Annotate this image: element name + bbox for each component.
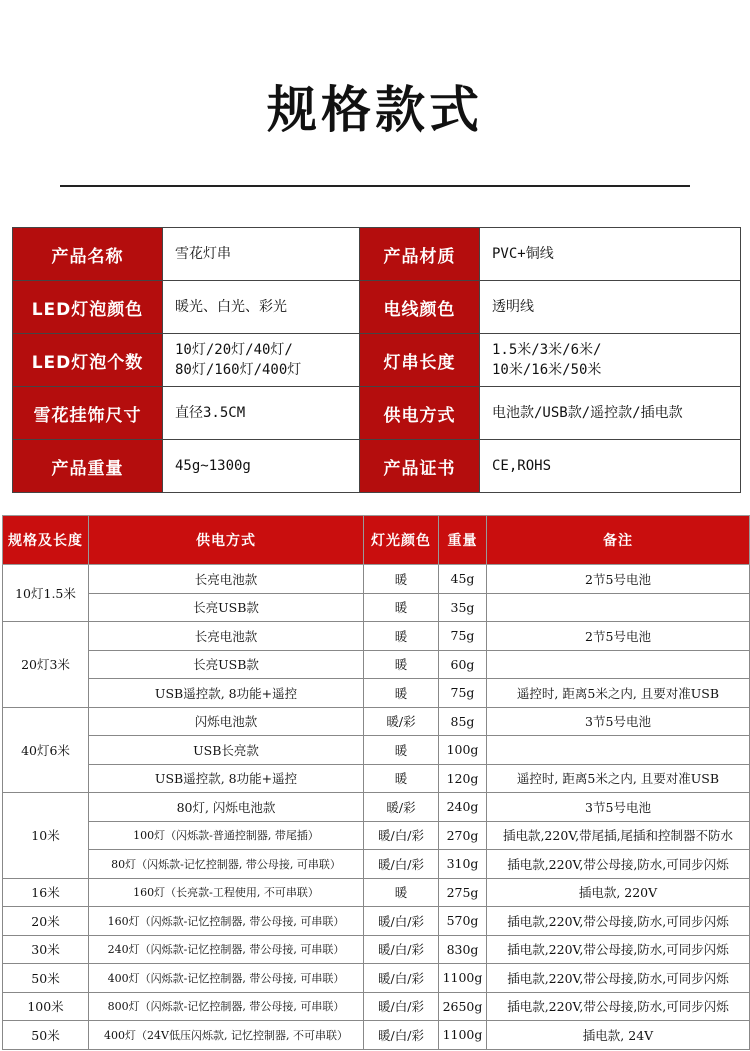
power-cell: 160灯（闪烁款-记忆控制器, 带公母接, 可串联）: [89, 907, 364, 936]
table-row: [3, 622, 750, 651]
weight-cell: 310g: [439, 850, 487, 879]
detail-table: [2, 515, 750, 1050]
color-cell: 暖/彩: [364, 707, 439, 736]
spec-value: [163, 387, 360, 440]
power-cell: 800灯（闪烁款-记忆控制器, 带公母接, 可串联）: [89, 992, 364, 1021]
table-row: [3, 565, 750, 594]
page-title: 规格款式: [267, 81, 483, 139]
note-cell: 插电款,220V,带尾插,尾插和控制器不防水: [487, 821, 750, 850]
spec-value: [480, 228, 741, 281]
power-cell: 400灯（24V低压闪烁款, 记忆控制器, 不可串联）: [89, 1021, 364, 1050]
note-cell: 遥控时, 距离5米之内, 且要对准USB: [487, 764, 750, 793]
power-cell: 160灯（长亮款-工程使用, 不可串联）: [89, 878, 364, 907]
spec-length-cell: 40灯6米: [3, 707, 89, 793]
spec-label: 产品材质: [360, 228, 480, 281]
table-row: [3, 650, 750, 679]
spec-value: [163, 440, 360, 493]
table-row: [3, 907, 750, 936]
spec-label: 产品重量: [13, 440, 163, 493]
table-row: [3, 821, 750, 850]
table-row: [3, 935, 750, 964]
spec-value: [480, 440, 741, 493]
weight-cell: 270g: [439, 821, 487, 850]
color-cell: 暖/白/彩: [364, 935, 439, 964]
spec-length-cell: 16米: [3, 878, 89, 907]
weight-cell: 75g: [439, 622, 487, 651]
power-cell: 长亮电池款: [89, 565, 364, 594]
spec-value-line: 80灯/160灯/400灯: [175, 362, 302, 378]
weight-cell: 45g: [439, 565, 487, 594]
spec-row: [13, 334, 741, 387]
spec-label: 产品名称: [13, 228, 163, 281]
spec-value-line: 雪花灯串: [175, 246, 231, 262]
table-row: [3, 764, 750, 793]
weight-cell: 1100g: [439, 964, 487, 993]
power-cell: 80灯, 闪烁电池款: [89, 793, 364, 822]
weight-cell: 240g: [439, 793, 487, 822]
note-cell: [487, 593, 750, 622]
spec-value: [480, 334, 741, 387]
note-cell: [487, 736, 750, 765]
spec-length-cell: 50米: [3, 1021, 89, 1050]
color-cell: 暖: [364, 764, 439, 793]
power-cell: USB遥控款, 8功能+遥控: [89, 764, 364, 793]
color-cell: 暖: [364, 593, 439, 622]
table-row: [3, 850, 750, 879]
weight-cell: 830g: [439, 935, 487, 964]
table-row: [3, 679, 750, 708]
spec-value: [480, 281, 741, 334]
color-cell: 暖: [364, 878, 439, 907]
power-cell: 长亮USB款: [89, 593, 364, 622]
spec-label: 雪花挂饰尺寸: [13, 387, 163, 440]
spec-length-cell: 50米: [3, 964, 89, 993]
power-cell: 长亮USB款: [89, 650, 364, 679]
spec-label: 电线颜色: [360, 281, 480, 334]
spec-row: [13, 228, 741, 281]
weight-cell: 100g: [439, 736, 487, 765]
note-cell: 2节5号电池: [487, 622, 750, 651]
spec-value-line: 透明线: [492, 299, 534, 315]
spec-value-line: CE,ROHS: [492, 458, 552, 474]
note-cell: 插电款,220V,带公母接,防水,可同步闪烁: [487, 935, 750, 964]
header-power: 供电方式: [89, 516, 364, 565]
spec-value-line: 电池款/USB款/遥控款/插电款: [492, 405, 683, 421]
color-cell: 暖: [364, 622, 439, 651]
note-cell: 插电款, 24V: [487, 1021, 750, 1050]
spec-label: 灯串长度: [360, 334, 480, 387]
color-cell: 暖: [364, 650, 439, 679]
power-cell: 400灯（闪烁款-记忆控制器, 带公母接, 可串联）: [89, 964, 364, 993]
color-cell: 暖/白/彩: [364, 850, 439, 879]
spec-row: [13, 281, 741, 334]
color-cell: 暖: [364, 565, 439, 594]
header-color: 灯光颜色: [364, 516, 439, 565]
color-cell: 暖/彩: [364, 793, 439, 822]
spec-label: 产品证书: [360, 440, 480, 493]
spec-value-line: 10灯/20灯/40灯/: [175, 342, 293, 358]
table-row: [3, 707, 750, 736]
weight-cell: 2650g: [439, 992, 487, 1021]
spec-length-cell: 10灯1.5米: [3, 565, 89, 622]
table-row: [3, 736, 750, 765]
color-cell: 暖/白/彩: [364, 821, 439, 850]
spec-value: [163, 334, 360, 387]
spec-label: 供电方式: [360, 387, 480, 440]
color-cell: 暖/白/彩: [364, 1021, 439, 1050]
color-cell: 暖: [364, 679, 439, 708]
weight-cell: 60g: [439, 650, 487, 679]
color-cell: 暖/白/彩: [364, 992, 439, 1021]
header-spec: 规格及长度: [3, 516, 89, 565]
table-row: [3, 964, 750, 993]
note-cell: [487, 650, 750, 679]
spec-value-line: 10米/16米/50米: [492, 362, 602, 378]
weight-cell: 1100g: [439, 1021, 487, 1050]
color-cell: 暖/白/彩: [364, 964, 439, 993]
title-divider: [60, 185, 690, 187]
note-cell: 插电款,220V,带公母接,防水,可同步闪烁: [487, 850, 750, 879]
spec-value-line: PVC+铜线: [492, 246, 554, 262]
weight-cell: 275g: [439, 878, 487, 907]
table-row: [3, 878, 750, 907]
spec-value-line: 暖光、白光、彩光: [175, 299, 287, 315]
power-cell: USB长亮款: [89, 736, 364, 765]
spec-length-cell: 10米: [3, 793, 89, 879]
spec-value: [480, 387, 741, 440]
header-note: 备注: [487, 516, 750, 565]
note-cell: 插电款,220V,带公母接,防水,可同步闪烁: [487, 964, 750, 993]
note-cell: 3节5号电池: [487, 707, 750, 736]
weight-cell: 75g: [439, 679, 487, 708]
weight-cell: 35g: [439, 593, 487, 622]
power-cell: USB遥控款, 8功能+遥控: [89, 679, 364, 708]
note-cell: 2节5号电池: [487, 565, 750, 594]
spec-label: LED灯泡颜色: [13, 281, 163, 334]
table-row: [3, 1021, 750, 1050]
header-weight: 重量: [439, 516, 487, 565]
table-row: [3, 793, 750, 822]
spec-row: [13, 387, 741, 440]
spec-value: [163, 281, 360, 334]
note-cell: 3节5号电池: [487, 793, 750, 822]
spec-value: [163, 228, 360, 281]
table-row: [3, 593, 750, 622]
color-cell: 暖: [364, 736, 439, 765]
power-cell: 闪烁电池款: [89, 707, 364, 736]
power-cell: 100灯（闪烁款-普通控制器, 带尾插）: [89, 821, 364, 850]
color-cell: 暖/白/彩: [364, 907, 439, 936]
spec-value-line: 45g~1300g: [175, 458, 251, 474]
spec-row: [13, 440, 741, 493]
note-cell: 遥控时, 距离5米之内, 且要对准USB: [487, 679, 750, 708]
power-cell: 长亮电池款: [89, 622, 364, 651]
weight-cell: 120g: [439, 764, 487, 793]
spec-length-cell: 20灯3米: [3, 622, 89, 708]
note-cell: 插电款, 220V: [487, 878, 750, 907]
weight-cell: 570g: [439, 907, 487, 936]
spec-length-cell: 100米: [3, 992, 89, 1021]
weight-cell: 85g: [439, 707, 487, 736]
spec-length-cell: 20米: [3, 907, 89, 936]
power-cell: 240灯（闪烁款-记忆控制器, 带公母接, 可串联）: [89, 935, 364, 964]
spec-label: LED灯泡个数: [13, 334, 163, 387]
detail-header-row: [3, 516, 750, 565]
spec-value-line: 直径3.5CM: [175, 405, 246, 421]
power-cell: 80灯（闪烁款-记忆控制器, 带公母接, 可串联）: [89, 850, 364, 879]
note-cell: 插电款,220V,带公母接,防水,可同步闪烁: [487, 907, 750, 936]
spec-value-line: 1.5米/3米/6米/: [492, 342, 602, 358]
spec-length-cell: 30米: [3, 935, 89, 964]
table-row: [3, 992, 750, 1021]
spec-table: [12, 227, 741, 493]
note-cell: 插电款,220V,带公母接,防水,可同步闪烁: [487, 992, 750, 1021]
